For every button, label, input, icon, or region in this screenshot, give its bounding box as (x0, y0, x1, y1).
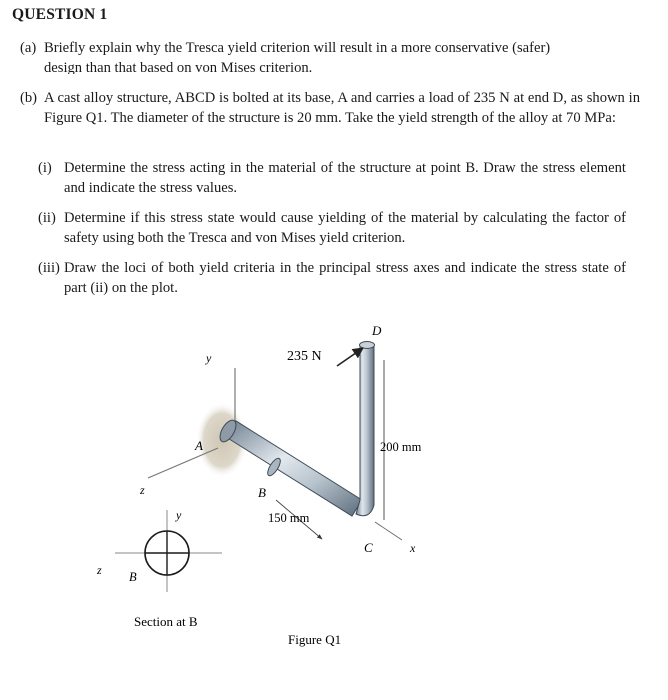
part-a-line1: Briefly explain why the Tresca yield criterion will result in a more conservative (safer) (44, 40, 551, 56)
point-b-label: B (258, 485, 266, 500)
point-d-label: D (372, 323, 382, 338)
sub-iii-label: (iii) (38, 260, 60, 276)
section-axis-z-label: z (97, 563, 102, 577)
question-title: QUESTION 1 (12, 6, 108, 23)
part-b-text: A cast alloy structure, ABCD is bolted at its base, A and carries a load of 235 N at end D, as shown in Figure Q1. The diameter of the structure is 20 mm. Take the yield strength of the alloy at 70 MPa: (44, 90, 640, 126)
figure-caption: Figure Q1 (288, 632, 342, 647)
pipe-cd-segment (356, 346, 374, 516)
part-a-line2: design than that based on von Mises criterion. (44, 60, 313, 74)
sub-i-text: Determine the stress acting in the material of the structure at point B. Draw the stress element and indicate the stress values. (64, 160, 626, 196)
end-cap-d (360, 342, 375, 349)
point-a-label: A (195, 438, 203, 453)
part-a-label: (a) (20, 40, 37, 56)
pipe-ab-segment (226, 421, 362, 516)
section-caption: Section at B (134, 614, 198, 629)
section-point-b-label: B (129, 570, 137, 584)
sub-ii-text: Determine if this stress state would cause yielding of the material by calculating the factor of safety using both the Tresca and von Mises yield criterion. (64, 210, 626, 246)
axis-x-line (375, 522, 402, 540)
load-label: 235 N (287, 349, 322, 364)
dim-200-label: 200 mm (380, 440, 422, 454)
load-arrow (337, 348, 363, 366)
sub-ii-label: (ii) (38, 210, 56, 226)
sub-iii-text: Draw the loci of both yield criteria in the principal stress axes and indicate the stress state of part (ii) on the plot. (64, 260, 626, 296)
axis-z-label: z (140, 483, 145, 497)
part-b-label: (b) (20, 90, 38, 106)
axis-y-label: y (206, 351, 212, 365)
section-axis-y-label: y (176, 508, 182, 522)
sub-i-label: (i) (38, 160, 52, 176)
axis-x-label: x (410, 541, 416, 555)
dim-150-label: 150 mm (268, 511, 310, 525)
point-c-label: C (364, 540, 373, 555)
